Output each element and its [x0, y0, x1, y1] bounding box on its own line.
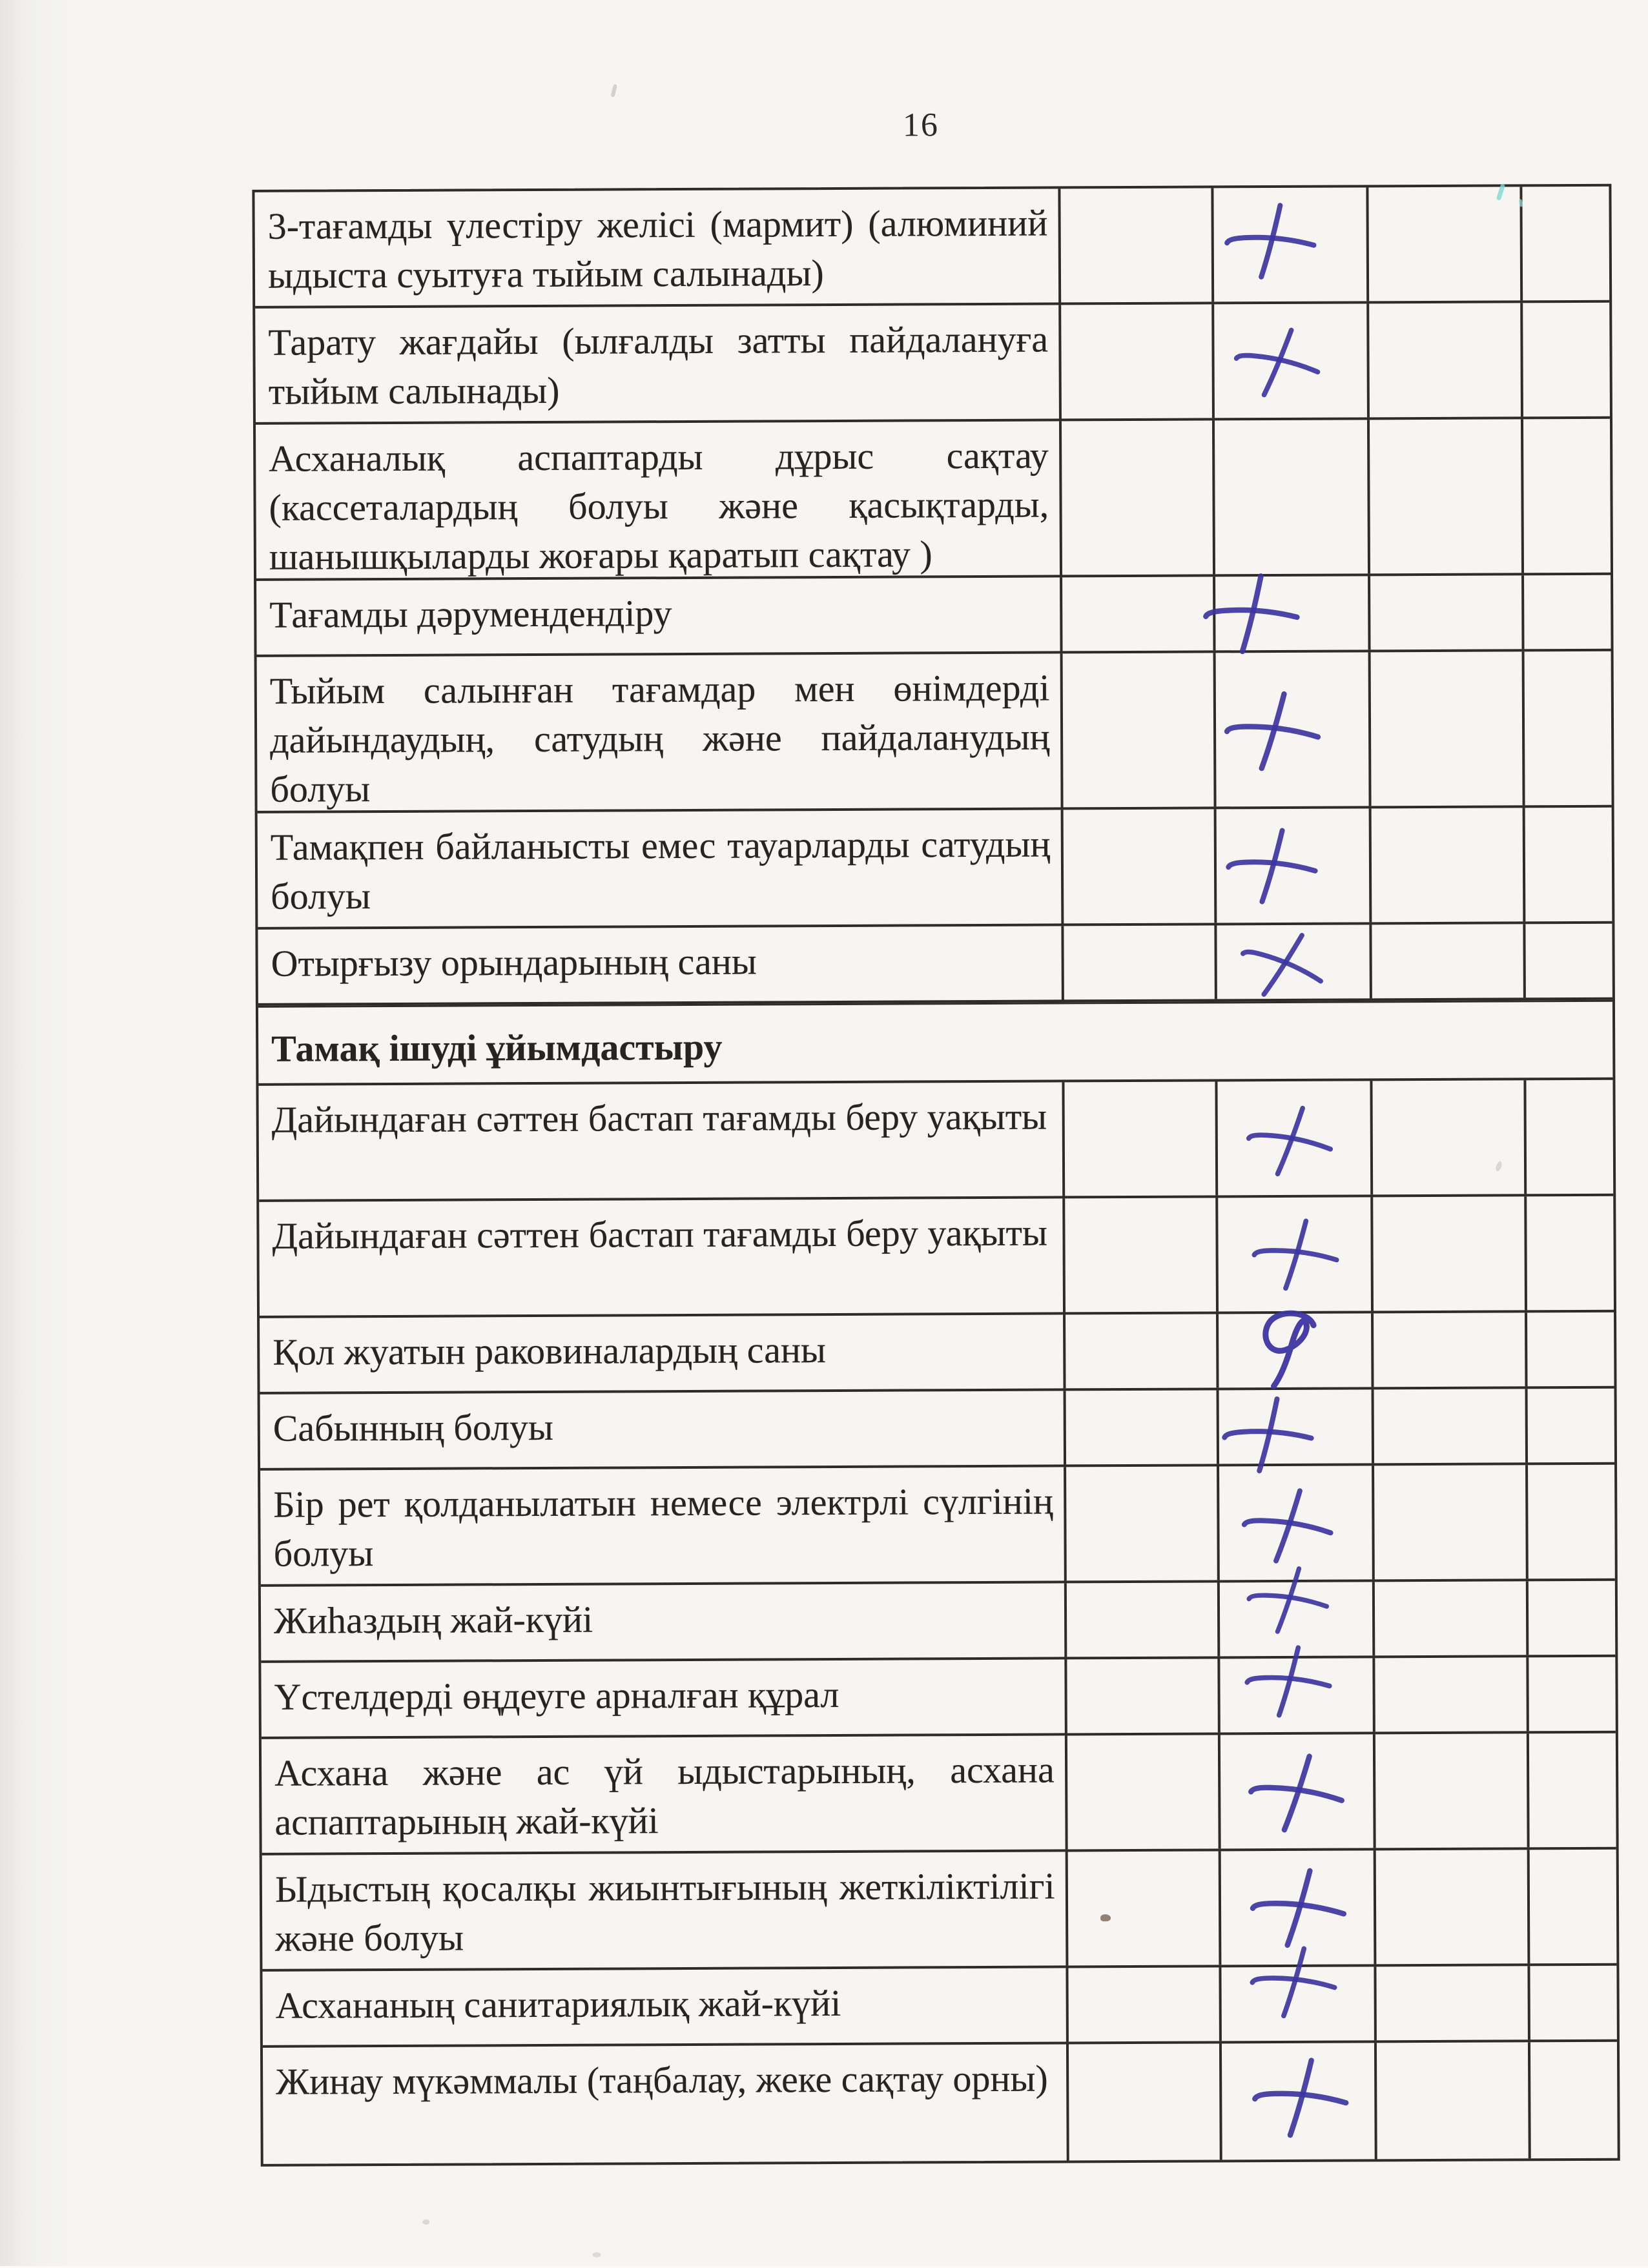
row-label: Асханалық аспаптарды дұрыс сақтау (кассеталардың болуы және қасықтарды, шанышқыларды жоғары қаратып сақтау ) [256, 421, 1062, 578]
empty-cell [1374, 1465, 1529, 1579]
handwritten-number-2-mark [1251, 1309, 1323, 1393]
table-row [258, 808, 1612, 930]
mark-cell [1218, 1197, 1373, 1311]
mark-cell [1215, 420, 1370, 574]
empty-cell [1375, 1733, 1530, 1848]
empty-cell [1376, 1966, 1530, 2040]
empty-cell [1066, 1582, 1220, 1657]
handwritten-plus-mark [1243, 1937, 1344, 2026]
empty-cell [1527, 1196, 1614, 1311]
section-header-label: Тамақ ішуді ұйымдастыру [271, 1025, 723, 1070]
empty-cell [1369, 303, 1523, 417]
handwritten-plus-mark [1219, 196, 1323, 285]
empty-cell [1375, 1581, 1529, 1655]
row-label: Дайындаған сәттен бастап тағамды беру уақыты [259, 1198, 1065, 1315]
empty-cell [1064, 1081, 1218, 1196]
handwritten-plus-mark [1197, 567, 1306, 660]
table-row [262, 1966, 1616, 2048]
scan-speck [610, 84, 617, 97]
empty-cell [1524, 575, 1611, 649]
page-number: 16 [902, 107, 940, 144]
empty-cell [1527, 1080, 1614, 1194]
empty-cell [1368, 187, 1523, 301]
empty-cell [1525, 808, 1612, 922]
empty-cell [1068, 1967, 1222, 2041]
mark-cell [1219, 1313, 1374, 1387]
empty-cell [1372, 924, 1526, 998]
row-label: Тарату жағдайы (ылғалды затты пайдалануға тыйым салынады) [255, 305, 1061, 422]
empty-cell [1530, 1966, 1617, 2040]
mark-cell [1222, 1967, 1377, 2041]
empty-cell [1526, 924, 1612, 998]
empty-cell [1529, 1581, 1615, 1655]
handwritten-plus-mark [1217, 682, 1329, 779]
table-row [258, 924, 1612, 1006]
empty-cell [1523, 303, 1610, 417]
row-label: Асхананың санитариялық жай-күйі [262, 1968, 1068, 2045]
mark-cell [1221, 1658, 1375, 1732]
row-label: Ыдыстың қосалқы жиынтығының жеткіліктілігі және болуы [262, 1852, 1068, 1968]
mark-cell [1221, 1734, 1375, 1848]
table-row [257, 651, 1612, 813]
row-label: Тамақпен байланысты емес тауарларды сатудың болуы [258, 810, 1064, 926]
table-row [255, 303, 1610, 425]
empty-cell [1062, 577, 1216, 651]
row-label: 3-тағамды үлестіру желісі (мармит) (алюминий ыдыста суытуға тыйым салынады) [254, 189, 1060, 305]
row-label: Жинау мүкәммалы (таңбалау, жеке сақтау орны) [263, 2044, 1069, 2163]
handwritten-plus-mark [1239, 1742, 1354, 1843]
row-label: Асхана және ас үй ыдыстарының, асхана аспаптарының жай-күйі [262, 1735, 1067, 1852]
handwritten-plus-mark [1239, 1638, 1339, 1725]
mark-cell [1222, 2043, 1377, 2160]
empty-cell [1370, 419, 1525, 573]
handwritten-plus-mark [1224, 314, 1332, 410]
mark-cell [1215, 576, 1370, 650]
inspection-checklist-table [252, 184, 1620, 2167]
row-label: Жиһаздың жай-күйі [261, 1583, 1067, 1660]
empty-cell [1370, 651, 1525, 806]
empty-cell [1066, 1314, 1219, 1388]
row-label: Қол жуатын раковиналардың саны [260, 1314, 1066, 1391]
handwritten-plus-mark [1219, 820, 1325, 912]
mark-cell [1214, 303, 1369, 418]
row-label: Отырғызу орындарының саны [258, 926, 1064, 1003]
empty-cell [1523, 419, 1611, 573]
empty-cell [1063, 809, 1217, 923]
scan-speck [422, 2220, 429, 2225]
empty-cell [1373, 1196, 1527, 1311]
handwritten-plus-mark [1245, 2049, 1356, 2145]
empty-cell [1523, 187, 1610, 301]
row-label: Тыйым салынған тағамдар мен өнімдерді дайындаудың, сатудың және пайдаланудың болуы [257, 653, 1064, 810]
empty-cell [1371, 808, 1525, 922]
table-row [262, 1850, 1617, 1972]
row-label: Сабынның болуы [260, 1391, 1066, 1467]
table-row [259, 1196, 1614, 1318]
empty-cell [1370, 575, 1525, 649]
mark-cell [1219, 1466, 1374, 1580]
empty-cell [1062, 653, 1217, 807]
empty-cell [1067, 1851, 1221, 1965]
empty-cell [1375, 1850, 1530, 1964]
mark-cell [1217, 808, 1372, 923]
table-row [260, 1389, 1614, 1471]
empty-cell [1530, 2042, 1618, 2159]
handwritten-plus-mark [1237, 1094, 1343, 1187]
mark-cell [1216, 652, 1372, 806]
handwritten-plus-mark [1245, 1210, 1346, 1298]
mark-cell [1217, 925, 1372, 999]
row-label: Үстелдерді өңдеуге арналған құрал [261, 1659, 1067, 1736]
empty-cell [1530, 1850, 1617, 1964]
table-row [261, 1581, 1615, 1663]
empty-cell [1067, 1735, 1221, 1849]
mark-cell [1218, 1081, 1373, 1195]
empty-cell [1067, 1659, 1221, 1733]
empty-cell [1528, 1389, 1614, 1463]
handwritten-plus-mark [1239, 1557, 1337, 1643]
empty-cell [1062, 420, 1216, 575]
section-header-row [258, 1000, 1613, 1086]
table-row [254, 187, 1609, 309]
empty-cell [1529, 1657, 1616, 1732]
row-label: Бір рет қолданылатын немесе электрлі сүлгінің болуы [260, 1467, 1066, 1584]
table-row [258, 1080, 1613, 1202]
empty-cell [1374, 1389, 1528, 1463]
empty-cell [1525, 651, 1612, 806]
row-label: Тағамды дәрумендендіру [256, 577, 1062, 654]
table-row [262, 1733, 1616, 1855]
empty-cell [1065, 1198, 1219, 1312]
empty-cell [1069, 2043, 1222, 2160]
mark-cell [1219, 1389, 1374, 1464]
table-row [256, 575, 1611, 657]
empty-cell [1527, 1313, 1614, 1387]
scan-speck [1100, 1914, 1111, 1921]
table-row [256, 419, 1611, 581]
table-row [263, 2042, 1618, 2164]
scan-speck [592, 2253, 601, 2258]
empty-cell [1064, 925, 1217, 999]
empty-cell [1528, 1465, 1615, 1579]
empty-cell [1377, 2042, 1531, 2159]
empty-cell [1372, 1080, 1527, 1194]
table-row [260, 1313, 1614, 1395]
table-row [260, 1465, 1615, 1587]
empty-cell [1061, 304, 1215, 418]
empty-cell [1374, 1313, 1528, 1387]
empty-cell [1375, 1657, 1529, 1732]
empty-cell [1060, 188, 1214, 302]
empty-cell [1066, 1466, 1220, 1580]
table-row [261, 1657, 1615, 1739]
mark-cell [1214, 187, 1369, 301]
empty-cell [1529, 1733, 1616, 1848]
row-label: Дайындаған сәттен бастап тағамды беру уақыты [258, 1082, 1064, 1199]
handwritten-plus-mark [1233, 1478, 1343, 1574]
empty-cell [1066, 1390, 1219, 1464]
